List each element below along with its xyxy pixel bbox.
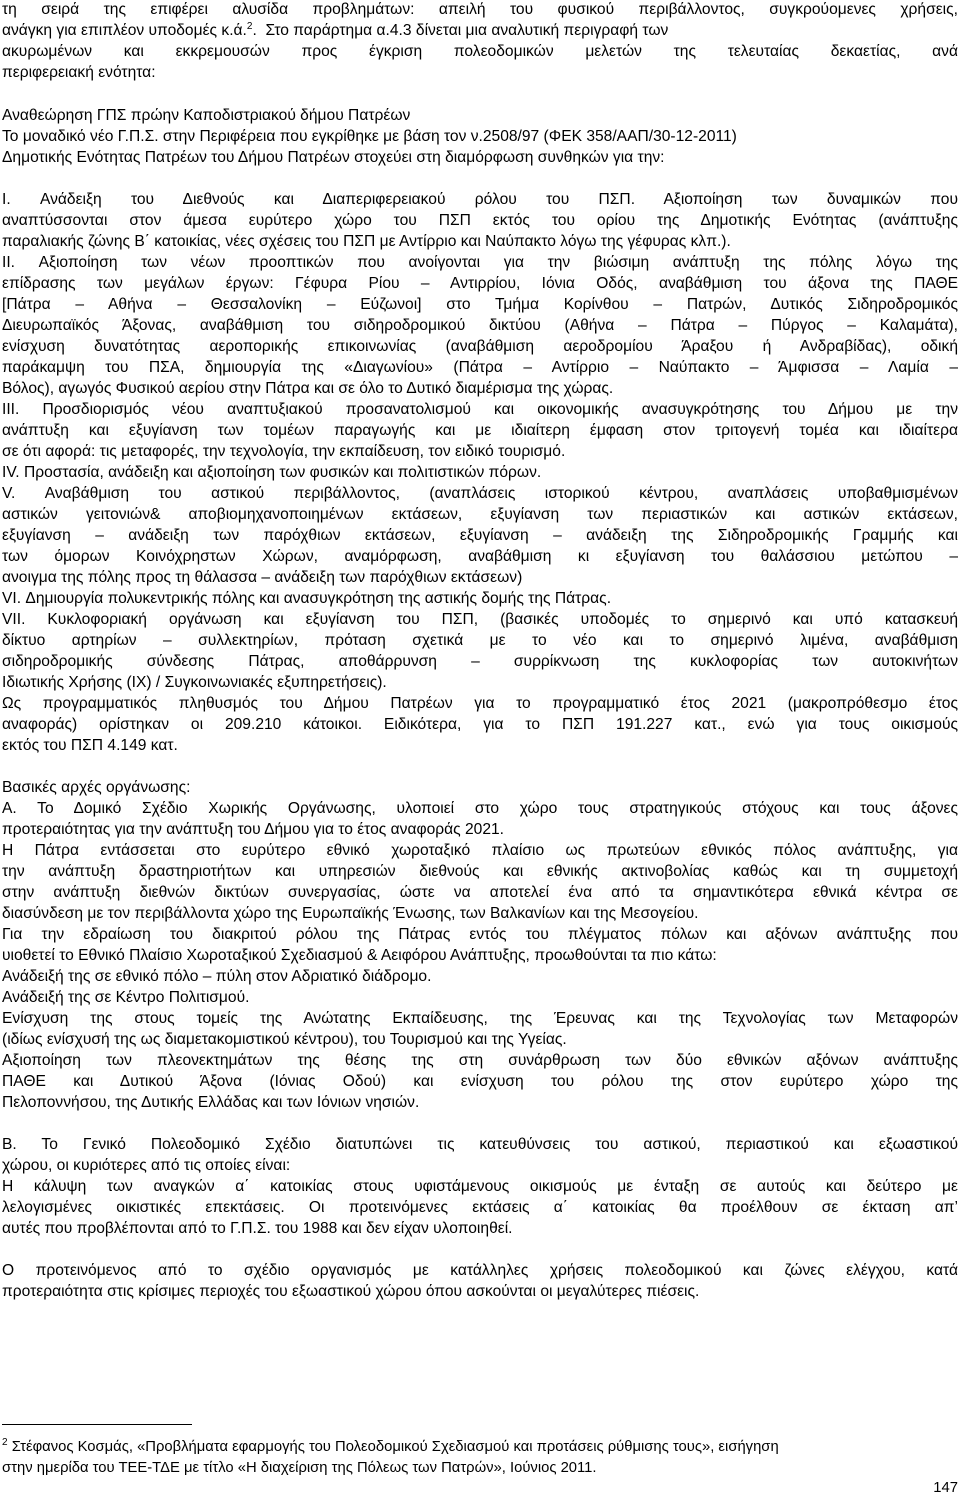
body-line: Ιδιωτικής Χρήσης (ΙΧ) / Συγκοινωνιακές εξυπηρετήσεις).: [2, 674, 387, 691]
body-line: ανάγκη για επιπλέον υποδομές κ.ά.$^2$. Στο παράρτημα α.4.3 δίνεται μια αναλυτική περιγραφή των: [2, 21, 669, 39]
body-line: αναφοράς) ορίστηκαν οι 209.210 κάτοικοι. Ειδικότερα, για το ΠΣΠ 191.227 κατ., ενώ για τους οικισμούς: [2, 716, 958, 733]
body-line: Πελοποννήσου, της Δυτικής Ελλάδας και των Ιόνιων νησιών.: [2, 1094, 420, 1111]
body-line: διασύνδεση με τον περιβάλλοντα χώρο της Ευρωπαϊκής Ένωσης, των Βαλκανίων και της Μεσογείου.: [2, 905, 699, 922]
body-line: [Πάτρα – Αθήνα – Θεσσαλονίκη – Εύζωνοι] στο Τμήμα Κορίνθου – Πατρών, Δυτικός Σιδηροδρομικός: [2, 296, 958, 313]
body-line: Ο προτεινόμενος από το σχέδιο οργανισμός με κατάλληλες χρήσεις πολεοδομικού και ζώνες ελέγχου, κατά: [2, 1262, 958, 1279]
body-line: χώρου, οι κυριότερες από τις οποίες είναι:: [2, 1157, 291, 1174]
body-line: την ανάπτυξη δραστηριοτήτων και υπηρεσιών διεθνούς και εθνικής ακτινοβολίας καθώς και τη συμμετοχή: [2, 863, 958, 880]
body-line: Για την εδραίωση του διακριτού ρόλου της Πάτρας εντός του πλέγματος πόλων και αξόνων ανάπτυξης που: [2, 926, 958, 943]
body-line: I. Ανάδειξη του Διεθνούς και Διαπεριφερειακού ρόλου του ΠΣΠ. Αξιοποίηση των δυναμικών που: [2, 191, 958, 208]
body-line: λελογισμένες οικιστικές επεκτάσεις. Οι προτεινόμενες εκτάσεις α΄ κατοικίας θα προέλθουν σε έκταση απ’: [2, 1199, 958, 1216]
footnote-ref: 2: [246, 21, 253, 32]
body-line: Η κάλυψη των αναγκών α΄ κατοικίας στους υφιστάμενους οικισμούς με ένταξη σε αυτούς και δεύτερο με: [2, 1178, 958, 1195]
footnote-line: [2, 1437, 958, 1458]
body-line: επίδρασης των μεγάλων έργων: Γέφυρα Ρίου – Αντιρρίου, Ιόνια Οδός, αναβάθμιση του άξονα της ΠΑΘΕ: [2, 275, 958, 292]
body-line: Β. Το Γενικό Πολεοδομικό Σχέδιο διατυπώνει τις κατευθύνσεις του αστικού, περιαστικού και εξωαστικού: [2, 1136, 958, 1153]
body-line: περιφερειακή ενότητα:: [2, 64, 156, 81]
body-line: (ιδίως ενίσχυσή της ως διαμετακομιστικού κέντρου), του Τουρισμού και της Υγείας.: [2, 1031, 567, 1048]
body-line: Βόλος), αγωγός Φυσικού αερίου στην Πάτρα και σε όλο το Δυτικό διαμέρισμα της χώρας.: [2, 380, 614, 397]
body-line: Ανάδειξή της σε εθνικό πόλο – πύλη στον Αδριατικό διάδρομο.: [2, 968, 432, 985]
footnote-text: Στέφανος Κοσμάς, «Προβλήματα εφαρμογής του Πολεοδομικού Σχεδιασμού και προτάσεις ρύθμισης τους», εισήγηση: [11, 1439, 779, 1455]
section-heading: Αναθεώρηση ΓΠΣ πρώην Καποδιστριακού δήμου Πατρέων: [2, 107, 411, 124]
body-line-part: Στο παράρτημα α.4.3 δίνεται μια αναλυτική περιγραφή των: [265, 22, 669, 39]
body-line: προτεραιότητα στις κρίσιμες περιοχές του εξωαστικού χώρου όπου ασκούνται οι μεγαλύτερες πιέσεις.: [2, 1283, 700, 1300]
page-number: 147: [933, 1480, 958, 1496]
body-line: V. Αναβάθμιση του αστικού περιβάλλοντος, (αναπλάσεις ιστορικού κέντρου, αναπλάσεις υποβαθμισμένων: [2, 485, 958, 502]
footnote-separator: [2, 1424, 192, 1425]
footnote-marker: 2: [2, 1437, 8, 1449]
body-line: τη σειρά της επιφέρει αλυσίδα προβλημάτων: απειλή του φυσικού περιβάλλοντος, συγκρούομενες χρήσεις,: [2, 1, 958, 18]
body-line: παράκαμψη του ΠΣΑ, δημιουργία της «Διαγωνίου» (Πάτρα – Αντίρριο – Ναύπακτο – Άμφισσα – Λαμία –: [2, 359, 958, 376]
body-line: Ανάδειξή της σε Κέντρο Πολιτισμού.: [2, 989, 250, 1006]
body-line: εξυγίανση – ανάδειξη των παρόχθιων εκτάσεων, εξυγίανση – ανάδειξη της Σιδηροδρομικής Γραμμής και: [2, 527, 958, 544]
body-line: ΠΑΘΕ και Δυτικού Άξονα (Ιόνιας Οδού) και ενίσχυση του ρόλου της στον ευρύτερο χώρο της: [2, 1073, 958, 1090]
body-line: Αξιοποίηση των πλεονεκτημάτων της θέσης της στη συνάρθρωση των δύο εθνικών αξόνων ανάπτυξης: [2, 1052, 958, 1069]
body-line: Διευρωπαϊκός Άξονας, αναβάθμιση του σιδηροδρομικού δικτύου (Αθήνα – Πάτρα – Πύργος – Καλαμάτα),: [2, 317, 958, 334]
body-line: ανάπτυξη και εξυγίανση των τομέων παραγωγής και με ιδιαίτερη έμφαση στον τριτογενή τομέα και ιδιαίτερα: [2, 422, 958, 439]
body-line: δίκτυο αρτηρίων – συλλεκτηρίων, πρόταση σχετικά με το νέο και το σημερινό λιμένα, αναβάθμιση: [2, 632, 958, 649]
body-line: σιδηροδρομικής σύνδεσης Πάτρας, αποθάρρυνση – συρρίκνωση της κυκλοφορίας των αυτοκινήτων: [2, 653, 958, 670]
body-line: αυτές που προβλέπονται από το Γ.Π.Σ. του 1988 και δεν είχαν υλοποιηθεί.: [2, 1220, 513, 1237]
body-line: εκτός του ΠΣΠ 4.149 κατ.: [2, 737, 178, 754]
body-line: VII. Κυκλοφοριακή οργάνωση και εξυγίανση του ΠΣΠ, (βασικές υποδομές το σημερινό και υπό κατασκευή: [2, 611, 958, 628]
body-line: παραλιακής ζώνης Β΄ κατοικίας, νέες σχέσεις του ΠΣΠ με Αντίρριο και Ναύπακτο λόγω της γέφυρας κλπ.).: [2, 233, 731, 250]
body-line: VI. Δημιουργία πολυκεντρικής πόλης και ανασυγκρότηση της αστικής δομής της Πάτρας.: [2, 590, 612, 607]
body-line: Ενίσχυση της στους τομείς της Ανώτατης Εκπαίδευσης, της Έρευνας και της Τεχνολογίας των Μεταφορών: [2, 1010, 958, 1027]
body-line: ακυρωμένων και εκκρεμουσών προς έγκριση πολεοδομικών μελετών της τελευταίας δεκαετίας, ανά: [2, 43, 958, 60]
section-heading: Βασικές αρχές οργάνωσης:: [2, 779, 191, 796]
body-line: αστικών γειτονιών& αποβιομηχανοποιημένων εκτάσεων, εξυγίανση των περιαστικών και αστικών εκτάσεων,: [2, 506, 958, 523]
body-line: στην ανάπτυξη διεθνών δικτύων συνεργασίας, ώστε να αποτελεί ένα από τα σημαντικότερα εθνικά κέντρα σε: [2, 884, 958, 901]
body-line: Η Πάτρα εντάσσεται στο ευρύτερο εθνικό χωροταξικό πλαίσιο ως πρωτεύων εθνικός πόλος ανάπτυξης, για: [2, 842, 958, 859]
body-line: Το μοναδικό νέο Γ.Π.Σ. στην Περιφέρεια που εγκρίθηκε με βάση τον ν.2508/97 (ΦΕΚ 358/ΑΑΠ/30-12-2011): [2, 128, 737, 145]
body-line: αναπτύσσονται στον άμεσα ευρύτερο χώρο του ΠΣΠ εκτός του ορίου της Δημοτικής Ενότητας (ανάπτυξης: [2, 212, 958, 229]
body-line: σε ότι αφορά: τις μεταφορές, την τεχνολογία, την εκπαίδευση, τον ειδικό τουρισμό.: [2, 443, 566, 460]
body-line: προτεραιότητας για την ανάπτυξη του Δήμου για το έτος αναφοράς 2021.: [2, 821, 505, 838]
body-line: ανοιγμα της πόλης προς τη θάλασσα – ανάδειξη των παρόχθιων εκτάσεων): [2, 569, 523, 586]
body-line: IV. Προστασία, ανάδειξη και αξιοποίηση των φυσικών και πολιτιστικών πόρων.: [2, 464, 542, 481]
body-line: ενίσχυση δυνατότητας αεροπορικής επικοινωνίας (αναβάθμιση αεροδρομίου Άραξου ή Ανδραβίδας), οδική: [2, 338, 958, 355]
body-line: Δημοτικής Ενότητας Πατρέων του Δήμου Πατρέων στοχεύει στη διαμόρφωση συνθηκών για την:: [2, 149, 665, 166]
body-line-part: ανάγκη για επιπλέον υποδομές κ.ά.: [2, 22, 247, 39]
body-line: II. Αξιοποίηση των νέων προοπτικών που ανοίγονται για την βιώσιμη ανάπτυξη της πόλης λόγω της: [2, 254, 958, 271]
body-line: Ως προγραμματικός πληθυσμός του Δήμου Πατρέων για το προγραμματικό έτος 2021 (μακροπρόθεσμο έτος: [2, 695, 958, 712]
body-line: των όμορων Κοινόχρηστων Χώρων, αναμόρφωση, αναβάθμιση κι εξυγίανση του θαλάσσιου μετώπου –: [2, 548, 958, 565]
body-line: Α. Το Δομικό Σχέδιο Χωρικής Οργάνωσης, υλοποιεί στο χώρο τους στρατηγικούς στόχους και τους άξονες: [2, 800, 958, 817]
body-line: III. Προσδιορισμός νέου αναπτυξιακού προσανατολισμού και οικονομικής ανασυγκρότησης του Δήμου με την: [2, 401, 958, 418]
footnote-line: στην ημερίδα του ΤΕΕ-ΤΔΕ με τίτλο «Η διαχείριση της Πόλεως των Πατρών», Ιούνιος 2011.: [2, 1460, 597, 1476]
body-line: υιοθετεί το Εθνικό Πλαίσιο Χωροταξικού Σχεδιασμού & Αειφόρου Ανάπτυξης, προωθούνται τα πιο κάτω:: [2, 947, 717, 964]
